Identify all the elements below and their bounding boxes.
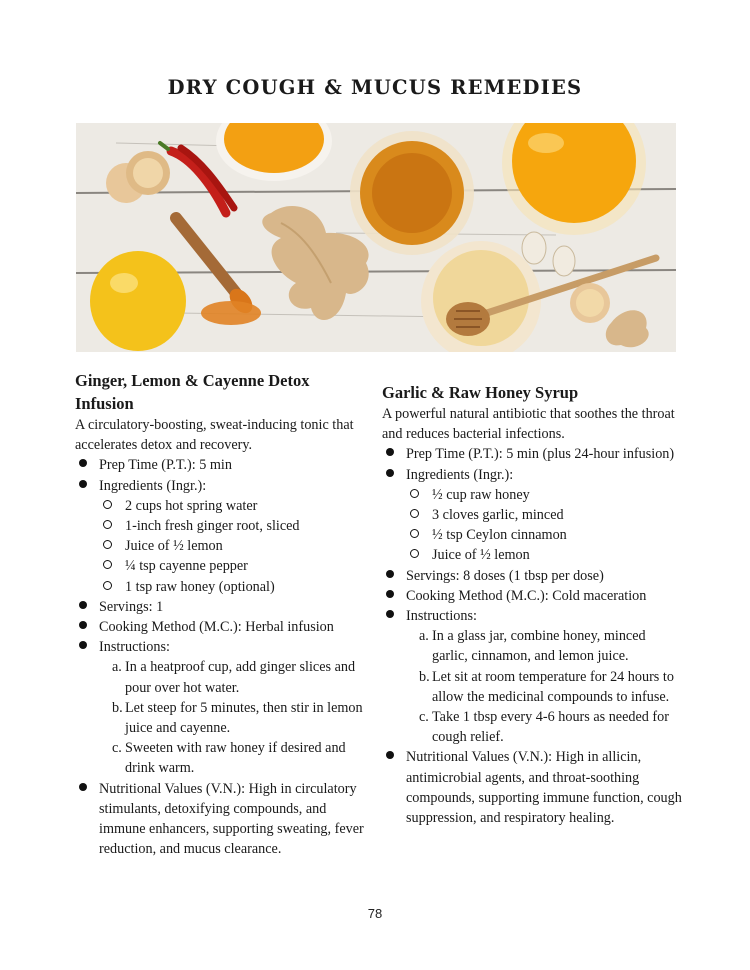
step-item <box>99 657 367 697</box>
left-recipe <box>75 369 367 859</box>
right-ingredients-list <box>406 485 682 566</box>
step-letter: b. <box>112 699 123 716</box>
right-ingredients <box>382 465 682 566</box>
step-letter: a. <box>419 628 429 645</box>
list-item: ½ cup raw honey <box>406 485 682 505</box>
left-ingredients-list <box>99 496 367 597</box>
step-letter: c. <box>112 740 122 757</box>
right-recipe <box>382 381 682 828</box>
left-servings: Servings: 1 <box>75 597 367 617</box>
left-cooking-method: Cooking Method (M.C.): Herbal infusion <box>75 617 367 637</box>
left-recipe-title <box>75 369 367 415</box>
left-steps-list <box>99 657 367 778</box>
step-item <box>406 667 682 707</box>
step-text: Sweeten with raw honey if desired and drink warm. <box>125 740 346 777</box>
page-title: DRY COUGH & MUCUS REMEDIES <box>167 76 583 99</box>
step-text: In a glass jar, combine honey, minced garlic, cinnamon, and lemon juice. <box>432 628 646 665</box>
step-item <box>99 738 367 778</box>
hero-image <box>76 123 676 352</box>
right-cooking-method: Cooking Method (M.C.): Cold maceration <box>382 586 682 606</box>
list-item: 2 cups hot spring water <box>99 496 367 516</box>
hero-photo-illustration <box>76 123 676 352</box>
left-ingredients-label: Ingredients (Ingr.): <box>99 477 207 494</box>
left-recipe-title-line1: Ginger, Lemon & Cayenne Detox <box>75 371 310 390</box>
left-ingredients <box>75 476 367 597</box>
left-recipe-details <box>75 455 367 859</box>
right-prep-time: Prep Time (P.T.): 5 min (plus 24-hour infusion) <box>382 444 682 464</box>
step-item <box>406 626 682 666</box>
list-item: ¼ tsp cayenne pepper <box>99 556 367 576</box>
step-item <box>99 698 367 738</box>
list-item: 1-inch fresh ginger root, sliced <box>99 516 367 536</box>
step-item <box>406 707 682 747</box>
list-item: Juice of ½ lemon <box>99 536 367 556</box>
right-instructions-label: Instructions: <box>406 608 477 625</box>
step-text: Let sit at room temperature for 24 hours to allow the medicinal compounds to infuse. <box>432 668 674 705</box>
right-recipe-details <box>382 444 682 828</box>
step-text: Let steep for 5 minutes, then stir in lemon juice and cayenne. <box>125 699 363 737</box>
left-nutrition: Nutritional Values (V.N.): High in circulatory stimulants, detoxifying compounds, and immune enhancers, supporting sweating, fever reduction, and mucus clearance. <box>75 779 367 860</box>
right-ingredients-label: Ingredients (Ingr.): <box>406 466 514 483</box>
step-letter: b. <box>419 668 430 685</box>
step-letter: a. <box>112 659 122 676</box>
right-servings: Servings: 8 doses (1 tbsp per dose) <box>382 566 682 586</box>
left-recipe-description: A circulatory-boosting, sweat-inducing tonic that accelerates detox and recovery. <box>75 417 354 454</box>
step-letter: c. <box>419 709 429 726</box>
left-instructions <box>75 637 367 778</box>
right-nutrition: Nutritional Values (V.N.): High in allicin, antimicrobial agents, and throat-soothing compounds, supporting immune function, cough suppression, and respiratory healing. <box>382 747 682 828</box>
step-text: Take 1 tbsp every 4-6 hours as needed for cough relief. <box>432 709 669 746</box>
step-text: In a heatproof cup, add ginger slices and pour over hot water. <box>125 659 356 696</box>
list-item: ½ tsp Ceylon cinnamon <box>406 525 682 545</box>
left-instructions-label: Instructions: <box>99 639 170 656</box>
list-item: 1 tsp raw honey (optional) <box>99 577 367 597</box>
right-recipe-title: Garlic & Raw Honey Syrup <box>382 383 579 402</box>
right-recipe-description: A powerful natural antibiotic that soothes the throat and reduces bacterial infections. <box>382 406 675 443</box>
page-number: 78 <box>367 906 383 921</box>
right-steps-list <box>406 626 682 747</box>
right-instructions <box>382 606 682 747</box>
list-item: 3 cloves garlic, minced <box>406 505 682 525</box>
left-prep-time: Prep Time (P.T.): 5 min <box>75 455 367 475</box>
list-item: Juice of ½ lemon <box>406 545 682 565</box>
left-recipe-title-line2: Infusion <box>75 394 134 413</box>
